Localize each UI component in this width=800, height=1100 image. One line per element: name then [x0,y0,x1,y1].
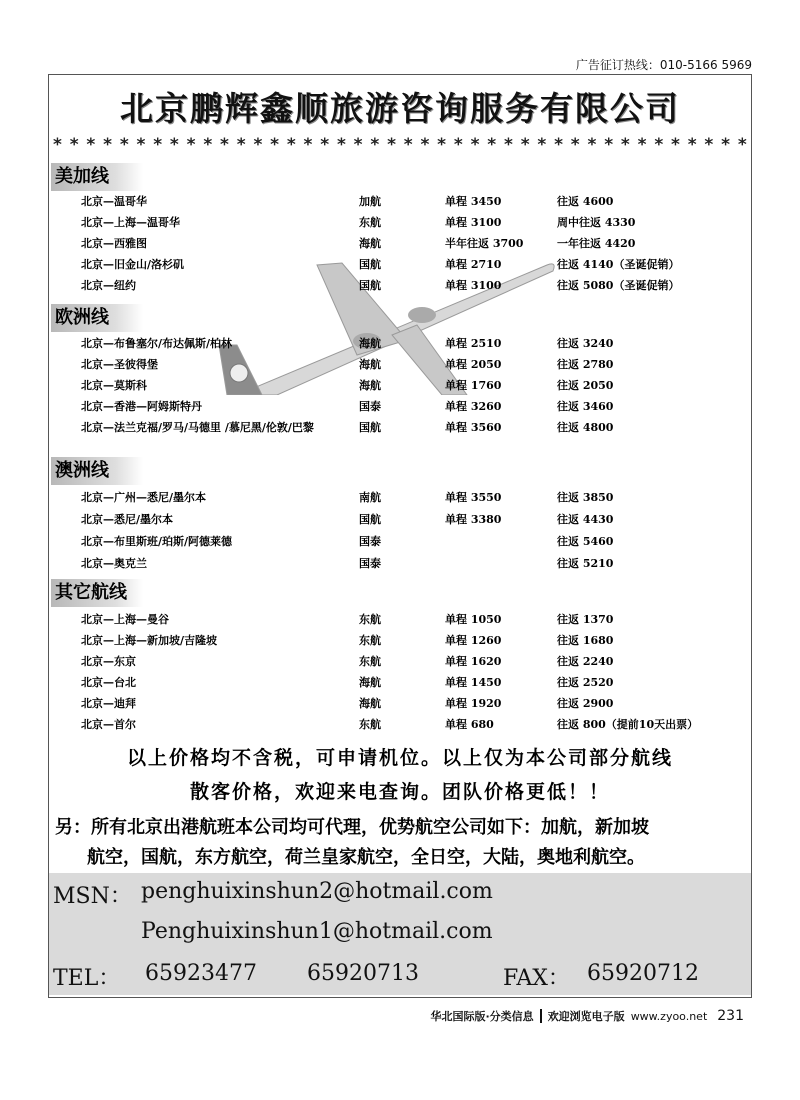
agency-note-line2: 航空，国航，东方航空，荷兰皇家航空，全日空，大陆，奥地利航空。 [87,847,645,868]
route-city: 北京—法兰克福/罗马/马德里 /慕尼黑/伦敦/巴黎 [81,421,314,434]
route-city: 北京—布鲁塞尔/布达佩斯/柏林 [81,337,233,350]
route-row [81,356,751,374]
route-round: 往返 800（提前10天出票） [557,718,699,731]
route-city: 北京—温哥华 [81,195,147,208]
price-notice-line2: 散客价格，欢迎来电查询。团队价格更低！！ [189,781,610,803]
route-row [81,674,751,692]
route-airline: 东航 [359,718,381,731]
route-row [81,335,751,353]
route-city: 北京—广州—悉尼/墨尔本 [81,491,207,504]
route-row [81,256,751,274]
route-round: 往返 5210 [557,557,614,570]
route-airline: 国泰 [359,535,381,548]
route-round: 往返 2050 [557,379,614,392]
route-airline: 海航 [359,676,381,689]
route-oneway: 半年往返 3700 [445,237,524,250]
ad-frame [48,74,752,998]
route-row [81,489,751,507]
route-oneway: 单程 3100 [445,279,502,292]
route-oneway: 单程 2510 [445,337,502,350]
route-airline: 国航 [359,513,381,526]
route-airline: 海航 [359,379,381,392]
route-oneway: 单程 3550 [445,491,502,504]
route-row [81,611,751,629]
price-notice-line1: 以上价格均不含税，可申请机位。以上仅为本公司部分航线 [126,747,673,769]
route-round: 往返 1680 [557,634,614,647]
section-header: 美加线 [51,163,143,191]
tel-number-1[interactable]: 65923477 [145,961,257,986]
route-city: 北京—莫斯科 [81,379,147,392]
route-oneway: 单程 1920 [445,697,502,710]
route-row [81,695,751,713]
route-round: 往返 2520 [557,676,614,689]
route-row [81,716,751,734]
route-row [81,398,751,416]
star-divider: * * * * * * * * * * * * * * * * * * * * * * * * * * * * * * * * * * * * * * * * * * [53,135,747,155]
route-row [81,555,751,573]
route-row [81,277,751,295]
tel-label: TEL： [53,966,121,991]
route-city: 北京—旧金山/洛杉矶 [81,258,185,271]
route-oneway: 单程 2710 [445,258,502,271]
route-row [81,419,751,437]
footer-welcome: 欢迎浏览电子版 [547,1010,625,1023]
route-oneway: 单程 1620 [445,655,502,668]
fax-label: FAX： [503,966,570,991]
section-header: 欧洲线 [51,304,143,332]
route-oneway: 单程 3380 [445,513,502,526]
route-city: 北京—首尔 [81,718,136,731]
route-round: 往返 3850 [557,491,614,504]
section-header: 澳洲线 [51,457,143,485]
route-oneway: 单程 3100 [445,216,502,229]
route-round: 往返 5080（圣诞促销） [557,279,680,292]
route-city: 北京—迪拜 [81,697,136,710]
route-oneway: 单程 3260 [445,400,502,413]
route-oneway: 单程 3560 [445,421,502,434]
route-row [81,235,751,253]
route-oneway: 单程 2050 [445,358,502,371]
route-round: 往返 3240 [557,337,614,350]
contact-panel [49,873,751,995]
route-row [81,533,751,551]
route-oneway: 单程 1450 [445,676,502,689]
footer-website-link[interactable]: www.zyoo.net [630,1009,708,1023]
route-round: 一年往返 4420 [557,237,636,250]
route-airline: 东航 [359,634,381,647]
route-round: 往返 2240 [557,655,614,668]
route-row [81,214,751,232]
agency-note [55,813,745,873]
route-airline: 东航 [359,216,381,229]
route-city: 北京—东京 [81,655,136,668]
route-city: 北京—奥克兰 [81,557,147,570]
agency-note-line1: 另：所有北京出港航班本公司均可代理，优势航空公司如下：加航，新加坡 [55,817,649,838]
route-city: 北京—台北 [81,676,136,689]
route-airline: 国航 [359,421,381,434]
route-round: 往返 3460 [557,400,614,413]
route-city: 北京—圣彼得堡 [81,358,158,371]
footer-edition: 华北国际版·分类信息 [430,1010,534,1023]
route-airline: 海航 [359,237,381,250]
msn-label: MSN： [53,884,132,909]
route-airline: 南航 [359,491,381,504]
route-row [81,653,751,671]
route-round: 往返 1370 [557,613,614,626]
route-oneway: 单程 680 [445,718,494,731]
route-airline: 国泰 [359,400,381,413]
page-footer [431,1008,745,1024]
route-round: 往返 2780 [557,358,614,371]
route-row [81,193,751,211]
route-round: 往返 5460 [557,535,614,548]
route-airline: 国航 [359,279,381,292]
route-round: 往返 2900 [557,697,614,710]
route-round: 往返 4600 [557,195,614,208]
route-city: 北京—上海—新加坡/吉隆坡 [81,634,218,647]
route-city: 北京—上海—温哥华 [81,216,180,229]
route-airline: 海航 [359,358,381,371]
route-oneway: 单程 1760 [445,379,502,392]
route-city: 北京—纽约 [81,279,136,292]
route-city: 北京—香港—阿姆斯特丹 [81,400,202,413]
route-city: 北京—布里斯班/珀斯/阿德莱德 [81,535,233,548]
route-oneway: 单程 1050 [445,613,502,626]
route-airline: 东航 [359,613,381,626]
ad-hotline: 广告征订热线：010-5166 5969 [575,58,752,72]
page-number: 231 [717,1008,744,1024]
route-city: 北京—悉尼/墨尔本 [81,513,174,526]
route-round: 往返 4140（圣诞促销） [557,258,680,271]
route-row [81,377,751,395]
tel-number-2[interactable]: 65920713 [307,961,419,986]
route-round: 往返 4430 [557,513,614,526]
fax-number[interactable]: 65920712 [587,961,699,986]
route-row [81,511,751,529]
route-airline: 海航 [359,697,381,710]
route-row [81,632,751,650]
route-round: 往返 4800 [557,421,614,434]
route-round: 周中往返 4330 [557,216,636,229]
route-oneway: 单程 3450 [445,195,502,208]
footer-divider [540,1009,542,1023]
section-header: 其它航线 [51,579,143,607]
company-title: 北京鹏辉鑫顺旅游咨询服务有限公司 [120,89,680,128]
route-airline: 海航 [359,337,381,350]
route-city: 北京—西雅图 [81,237,147,250]
msn-email-1[interactable]: penghuixinshun2@hotmail.com [141,879,493,904]
route-airline: 加航 [359,195,381,208]
route-airline: 东航 [359,655,381,668]
route-city: 北京—上海—曼谷 [81,613,169,626]
msn-email-2[interactable]: Penghuixinshun1@hotmail.com [141,919,493,944]
route-airline: 国泰 [359,557,381,570]
route-airline: 国航 [359,258,381,271]
route-oneway: 单程 1260 [445,634,502,647]
